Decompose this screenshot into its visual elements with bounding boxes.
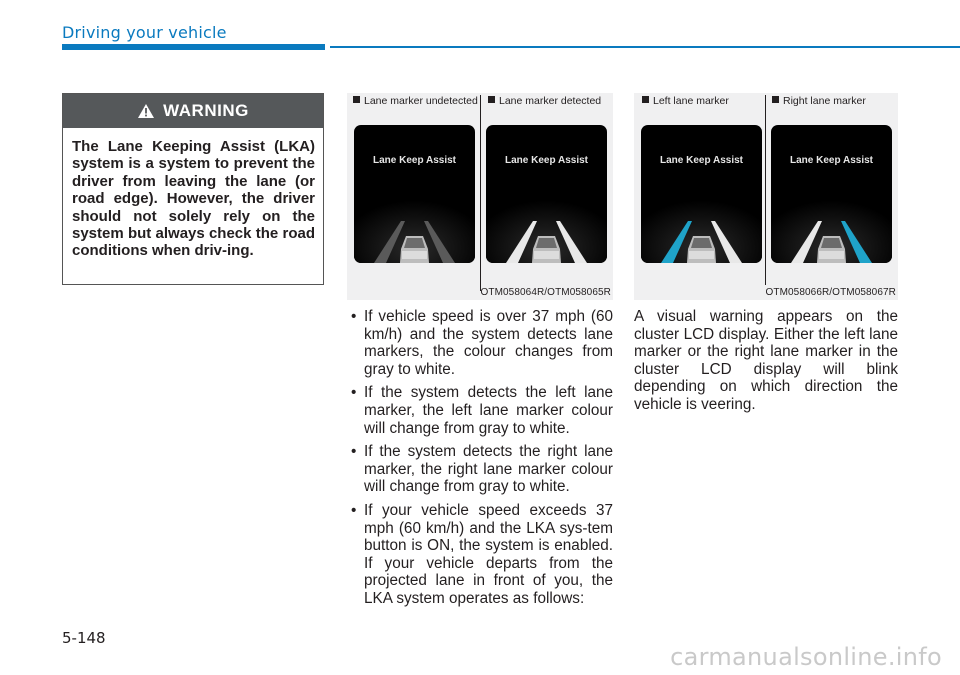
cluster-screen-right-warning [771,125,892,263]
header-rule-thick [62,44,325,50]
cluster-screen-detected [486,125,607,263]
warning-label: WARNING [163,101,249,120]
warning-text: The Lane Keeping Assist (LKA) system is a system to prevent the driver from leaving the lane (or road edge). However, the driver should not solely rely on the system but always check the road conditions when driv-ing. [72,138,315,260]
figure-divider [765,95,766,285]
lka-bullet-list [347,308,613,614]
lane-display-detected-icon [486,125,607,263]
screen-title: Lane Keep Assist [790,155,873,166]
page-number: 5-148 [62,629,106,647]
figure-lane-detection [347,93,613,300]
legend-left-marker: Left lane marker [642,95,729,107]
legend-square-icon [353,96,360,103]
lane-display-left-warning-icon [641,125,762,263]
lane-display-right-warning-icon [771,125,892,263]
warning-description: A visual warning appears on the cluster LCD display. Either the left lane marker or the right lane marker in the cluster LCD display will blink depending on which direction the vehicle is veering. [634,308,898,413]
screen-title: Lane Keep Assist [505,155,588,166]
list-item: • If the system detects the left lane marker, the left lane marker colour will change from gray to white. [347,384,613,437]
legend-square-icon [772,96,779,103]
list-item: • If your vehicle speed exceeds 37 mph (60 km/h) and the LKA sys-tem button is ON, the system is enabled. If your vehicle departs from the projected lane in front of you, the LKA system operates as follows: [347,502,613,608]
warning-box [62,93,324,285]
watermark: carmanualsonline.info [670,643,942,671]
legend-undetected: Lane marker undetected [353,95,478,107]
screen-title: Lane Keep Assist [660,155,743,166]
lane-display-undetected-icon [354,125,475,263]
legend-square-icon [488,96,495,103]
figure-caption: OTM058064R/OTM058065R [480,287,611,298]
cluster-screen-undetected [354,125,475,263]
list-item: • If vehicle speed is over 37 mph (60 km/h) and the system detects lane markers, the colour changes from gray to white. [347,308,613,378]
list-item: • If the system detects the right lane marker, the right lane marker colour will change from gray to white. [347,443,613,496]
legend-detected: Lane marker detected [488,95,601,107]
figure-lane-warning [634,93,898,300]
legend-square-icon [642,96,649,103]
cluster-screen-left-warning [641,125,762,263]
legend-right-marker: Right lane marker [772,95,866,107]
warning-triangle-icon [137,103,155,119]
section-title: Driving your vehicle [62,23,227,42]
figure-divider [480,95,481,291]
figure-caption: OTM058066R/OTM058067R [765,287,896,298]
screen-title: Lane Keep Assist [373,155,456,166]
warning-header [63,94,323,128]
header-rule-thin [330,46,960,48]
